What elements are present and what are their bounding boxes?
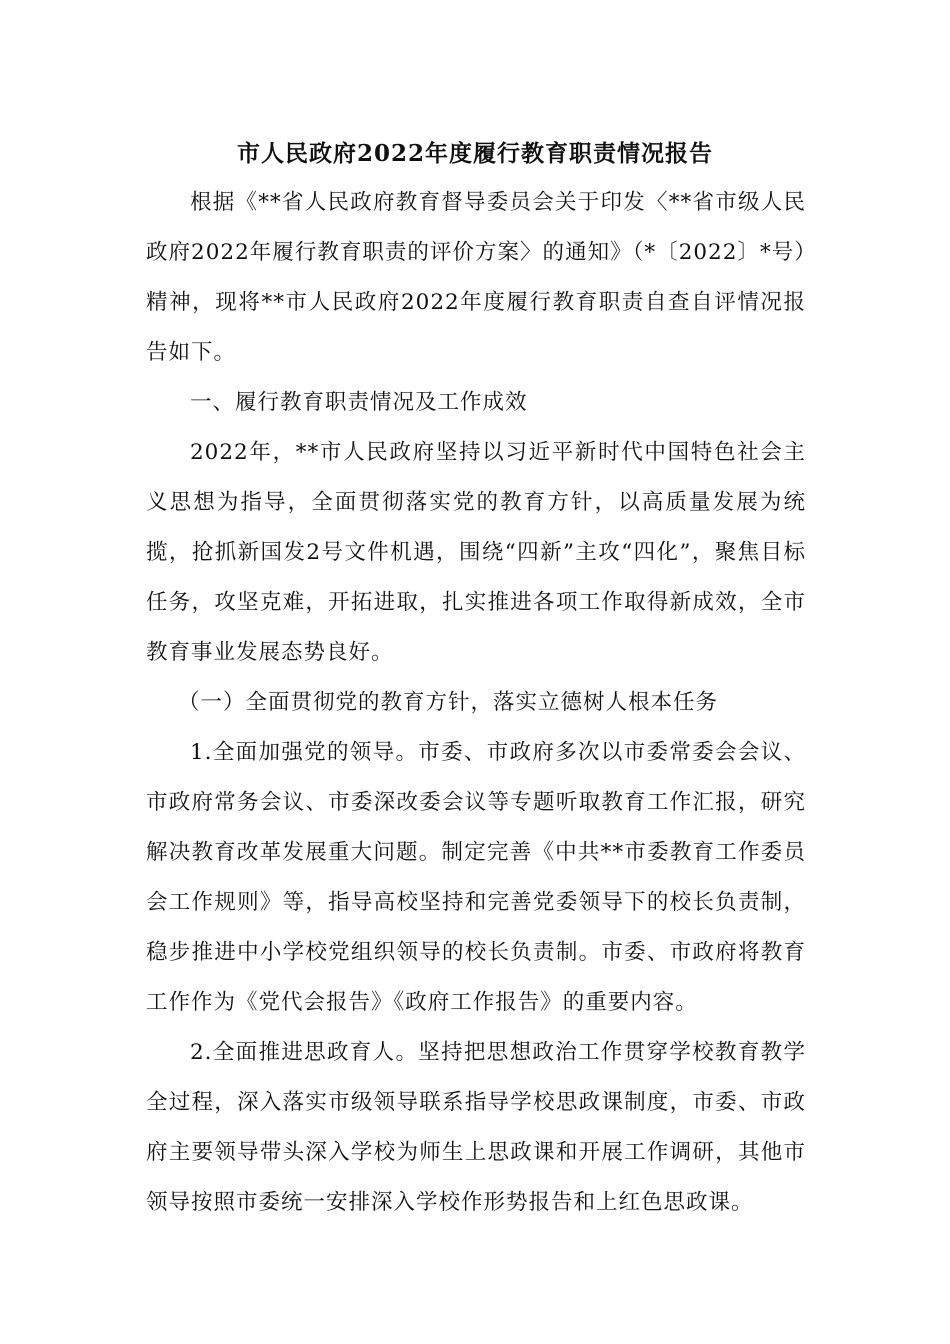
document-body: [146, 178, 806, 1228]
document-title: 市人民政府2022年度履行教育职责情况报告: [236, 140, 713, 167]
item-1-paragraph: 1.全面加强党的领导。市委、市政府多次以市委常委会会议、市政府常务会议、市委深改委会议等专题听取教育工作汇报，研究解决教育改革发展重大问题。制定完善《中共**市委教育工作委员会工作规则》等，指导高校坚持和完善党委领导下的校长负责制，稳步推进中小学校党组织领导的校长负责制。市委、市政府将教育工作作为《党代会报告》《政府工作报告》的重要内容。: [146, 740, 806, 1015]
section-1-paragraph: 2022年，**市人民政府坚持以习近平新时代中国特色社会主义思想为指导，全面贯彻落实党的教育方针，以高质量发展为统揽，抢抓新国发2号文件机遇，围绕“四新”主攻“四化”，聚焦目标任务，攻坚克难，开拓进取，扎实推进各项工作取得新成效，全市教育事业发展态势良好。: [146, 440, 806, 665]
section-heading-1: 一、履行教育职责情况及工作成效: [190, 390, 528, 415]
intro-paragraph: 根据《**省人民政府教育督导委员会关于印发〈**省市级人民政府2022年履行教育职责的评价方案〉的通知》（*〔2022〕*号）精神，现将**市人民政府2022年度履行教育职责自查自评情况报告如下。: [146, 190, 806, 365]
subsection-heading-1: （一）全面贯彻党的教育方针，落实立德树人根本任务: [178, 690, 719, 715]
item-2-paragraph: 2.全面推进思政育人。坚持把思想政治工作贯穿学校教育教学全过程，深入落实市级领导联系指导学校思政课制度，市委、市政府主要领导带头深入学校为师生上思政课和开展工作调研，其他市领导按照市委统一安排深入学校作形势报告和上红色思政课。: [146, 1040, 806, 1215]
